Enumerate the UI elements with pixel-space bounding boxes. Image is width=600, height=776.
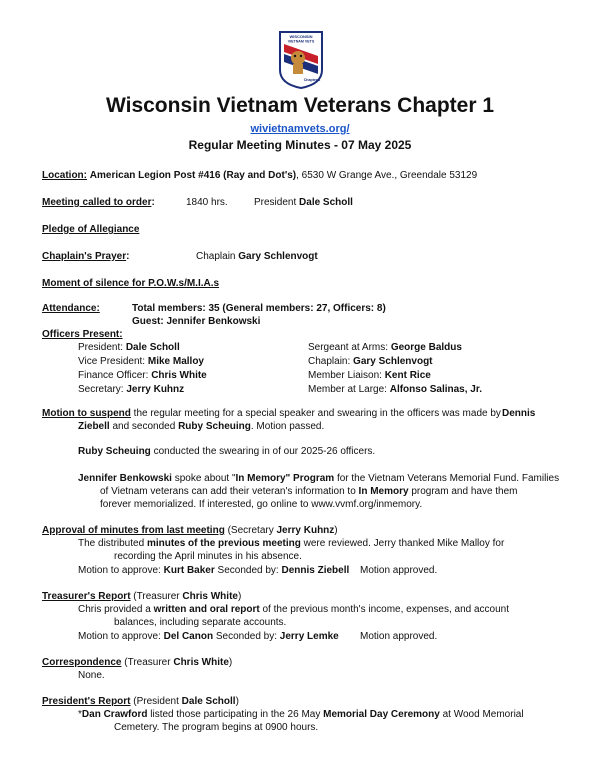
location-address: , 6530 W Grange Ave., Greendale 53129 <box>296 170 478 181</box>
page-subtitle: Regular Meeting Minutes - 07 May 2025 <box>188 138 412 152</box>
website-link[interactable]: wivietnamvets.org/ <box>250 123 350 135</box>
memory-line-2: of Vietnam veterans can add their veteran's information to In Memory program and have them <box>100 486 518 497</box>
treasurer-result: Motion approved. <box>360 631 438 642</box>
memory-line-1: Jennifer Benkowski spoke about "In Memory" Program for the Vietnam Veterans Memorial Fund. Families <box>78 473 560 484</box>
suspend-mover: Dennis <box>502 408 536 419</box>
called-time: 1840 hrs. <box>186 197 228 208</box>
called-to-order-line: Meeting called to order: <box>42 197 155 208</box>
attendance-label: Attendance: <box>42 303 100 314</box>
treasurer-heading: Treasurer's Report (Treasurer Chris White) <box>42 591 242 602</box>
called-by: President Dale Scholl <box>254 197 353 208</box>
correspondence-line: None. <box>78 670 105 681</box>
svg-text:VIETNAM VETS: VIETNAM VETS <box>287 39 315 44</box>
pledge-heading: Pledge of Allegiance <box>42 224 140 235</box>
president-line-2: Cemetery. The program begins at 0900 hours. <box>114 722 319 733</box>
officer-row: Chaplain: Gary Schlenvogt <box>308 356 433 367</box>
silence-heading: Moment of silence for P.O.W.s/M.I.A.s <box>42 278 220 289</box>
officer-row: Vice President: Mike Malloy <box>78 356 204 367</box>
approval-line-2: recording the April minutes in his absence. <box>114 551 302 562</box>
officer-row: Finance Officer: Chris White <box>78 370 207 381</box>
page-title: Wisconsin Vietnam Veterans Chapter 1 <box>105 94 495 117</box>
approval-result: Motion approved. <box>360 565 438 576</box>
chapter-logo-emblem <box>278 30 324 90</box>
called-label: Meeting called to order <box>42 197 152 208</box>
correspondence-heading: Correspondence (Treasurer Chris White) <box>42 657 233 668</box>
location-venue: American Legion Post #416 (Ray and Dot's) <box>89 170 297 181</box>
location-line <box>42 170 477 181</box>
officer-row: Sergeant at Arms: George Baldus <box>308 342 462 353</box>
treasurer-motion: Motion to approve: Del Canon Seconded by: Jerry Lemke <box>78 631 339 642</box>
approval-motion: Motion to approve: Kurt Baker Seconded by: Dennis Ziebell <box>78 565 350 576</box>
officer-row: Secretary: Jerry Kuhnz <box>78 384 185 395</box>
approval-heading: Approval of minutes from last meeting (Secretary Jerry Kuhnz) <box>42 525 338 536</box>
officer-row: Member at Large: Alfonso Salinas, Jr. <box>308 384 482 395</box>
attendance-total: Total members: 35 (General members: 27, Officers: 8) <box>132 303 386 314</box>
president-heading: President's Report (President Dale Scholl) <box>42 696 239 707</box>
officer-row: Member Liaison: Kent Rice <box>308 370 431 381</box>
suspend-line-2: Ziebell and seconded Ruby Scheuing. Motion passed. <box>78 421 325 432</box>
president-line-1: *Dan Crawford listed those participating in the 26 May Memorial Day Ceremony at Wood Memorial <box>78 709 524 720</box>
chaplain-name: Chaplain Gary Schlenvogt <box>196 251 318 262</box>
memory-line-3: forever memorialized. If interested, go online to www.vvmf.org/inmemory. <box>100 499 423 510</box>
officers-heading: Officers Present: <box>42 329 123 340</box>
attendance-guest: Guest: Jennifer Benkowski <box>132 316 261 327</box>
chaplain-prayer-line: Chaplain's Prayer: <box>42 251 130 262</box>
location-label: Location: <box>42 170 87 181</box>
approval-line-1: The distributed minutes of the previous meeting were reviewed. Jerry thanked Mike Malloy for <box>78 538 505 549</box>
swearing-line: Ruby Scheuing conducted the swearing in of our 2025-26 officers. <box>78 446 376 457</box>
svg-text:Chapter 1: Chapter 1 <box>303 78 321 82</box>
svg-text:WISCONSIN: WISCONSIN <box>289 34 313 39</box>
treasurer-line-2: balances, including separate accounts. <box>114 617 287 628</box>
treasurer-line-1: Chris provided a written and oral report of the previous month's income, expenses, and account <box>78 604 509 615</box>
officer-row: President: Dale Scholl <box>78 342 180 353</box>
suspend-line-1: Motion to suspend the regular meeting for a special speaker and swearing in the officers was made by <box>42 408 501 419</box>
